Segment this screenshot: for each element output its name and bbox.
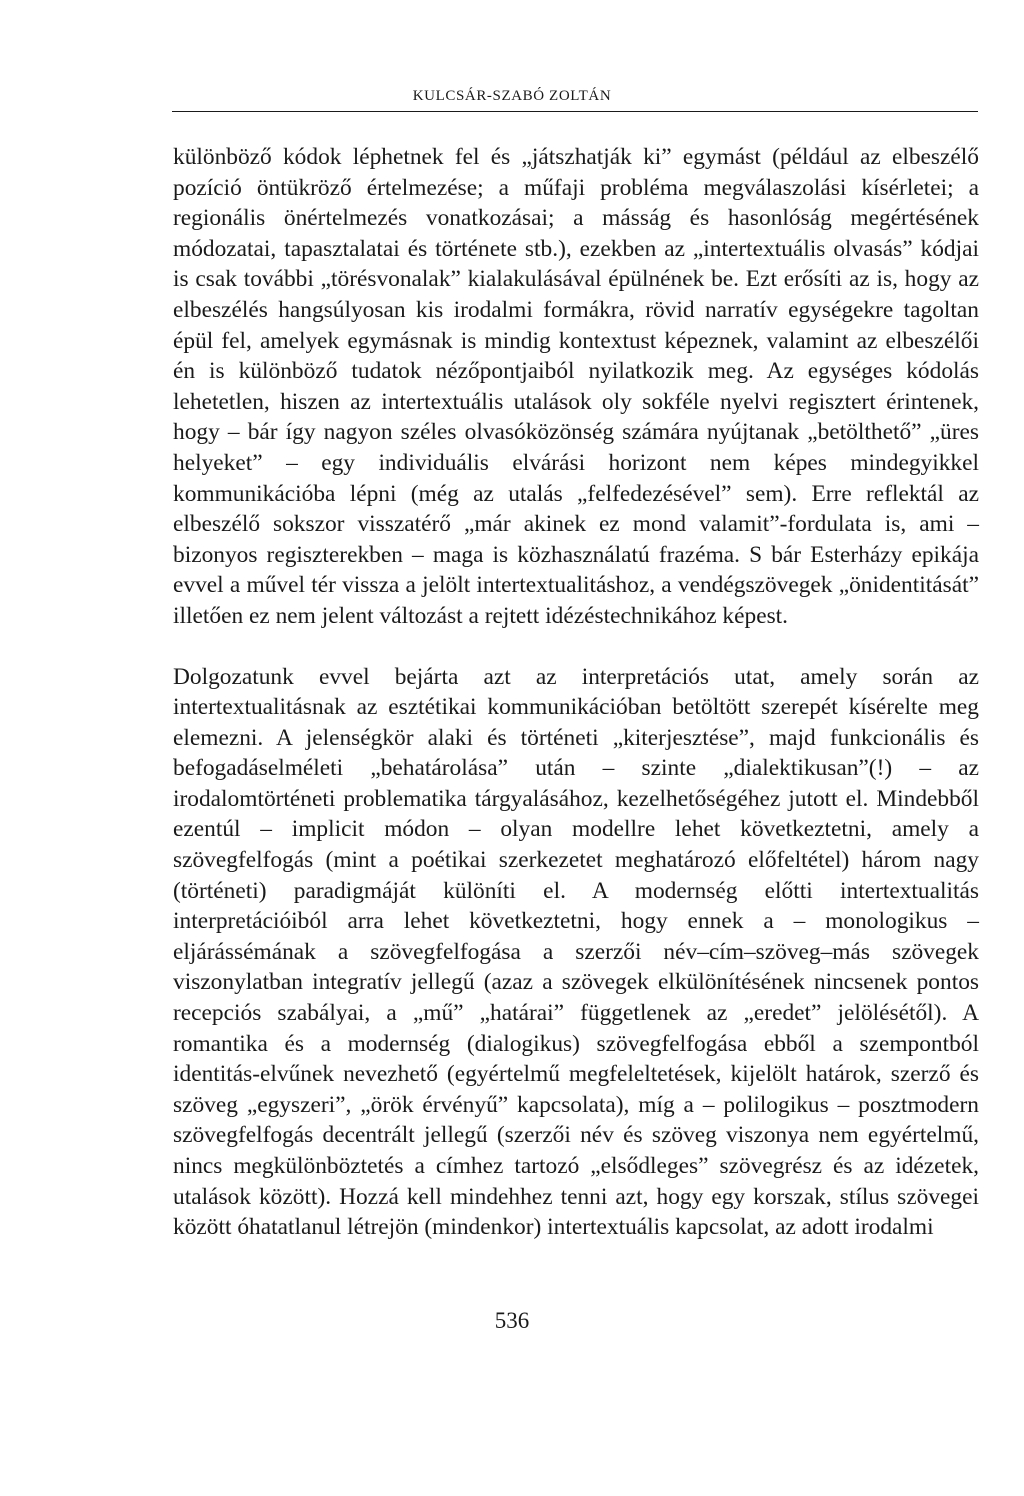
- page-number: 536: [494, 1308, 530, 1333]
- running-head: KULCSÁR-SZABÓ ZOLTÁN: [412, 88, 612, 104]
- header-rule: [172, 111, 978, 112]
- paragraph-1: különböző kódok léphetnek fel és „játszhatják ki” egymást (például az elbeszélő pozíció öntükröző értelmezése; a műfaji probléma megválaszolási kísérletei; a regionális önértelmezés vonatkozásai; a másság és hasonlóság megértésének módozatai, tapasztalatai és története stb.), ezekben az „intertextuális olvasás” kódjai is csak további „törésvonalak” kialakulásával épülnének be. Ezt erősíti az is, hogy az elbeszélés hangsúlyosan kis irodalmi formákra, rövid narratív egységekre tagoltan épül fel, amelyek egymásnak is mindig kontextust képeznek, valamint az elbeszélői én is különböző tudatok nézőpontjaiból nyilatkozik meg. Az egységes kódolás lehetetlen, hiszen az intertextuális utalások oly sokféle nyelvi regisztert érintenek, hogy – bár így nagyon széles olvasóközönség számára nyújtanak „betölthető” „üres helyeket” – egy individuális elvárási horizont nem képes mindegyikkel kommunikációba lépni (még az utalás „felfedezésével” sem). Erre reflektál az elbeszélő sokszor visszatérő „már akinek ez mond valamit”-fordulata is, ami – bizonyos regiszterekben – maga is közhasználatú frazéma. S bár Esterházy epikája evvel a művel tér vissza a jelölt intertextualitáshoz, a vendégszövegek „önidentitását” illetően ez nem jelent változást a rejtett idézéstechnikához képest.: [173, 144, 979, 629]
- paragraph-2: Dolgozatunk evvel bejárta azt az interpretációs utat, amely során az intertextualitásnak az esztétikai kommunikációban betöltött szerepét kísérelte meg elemezni. A jelenségkör alaki és történeti „kiterjesztése”, majd funkcionális és befogadáselméleti „behatárolása” után – szinte „dialektikusan”(!) – az irodalomtörténeti problematika tárgyalásához, kezelhetőségéhez jutott el. Mindebből ezentúl – implicit módon – olyan modellre lehet következtetni, amely a szövegfelfogás (mint a poétikai szerkezetet meghatározó előfeltétel) három nagy (történeti) paradigmáját különíti el. A modernség előtti intertextualitás interpretációiból arra lehet következtetni, hogy ennek a – monologikus – eljárássémának a szövegfelfogása a szerzői név–cím–szöveg–más szövegek viszonylatban integratív jellegű (azaz a szövegek elkülönítésének nincsenek pontos recepciós szabályai, a „mű” „határai” függetlenek az „eredet” jelölésétől). A romantika és a modernség (dialogikus) szövegfelfogása ebből a szempontból identitás-elvűnek nevezhető (egyértelmű megfeleltetések, kijelölt határok, szerző és szöveg „egyszeri”, „örök érvényű” kapcsolata), míg a – polilogikus – posztmodern szövegfelfogás decentrált jellegű (szerzői név és szöveg viszonya nem egyértelmű, nincs megkülönböztetés a címhez tartozó „elsődleges” szövegrész és az idézetek, utalások között). Hozzá kell mindehhez tenni azt, hogy egy korszak, stílus szövegei között óhatatlanul létrejön (mindenkor) intertextuális kapcsolat, az adott irodalmi: [173, 663, 979, 1241]
- body-text: [173, 142, 979, 1243]
